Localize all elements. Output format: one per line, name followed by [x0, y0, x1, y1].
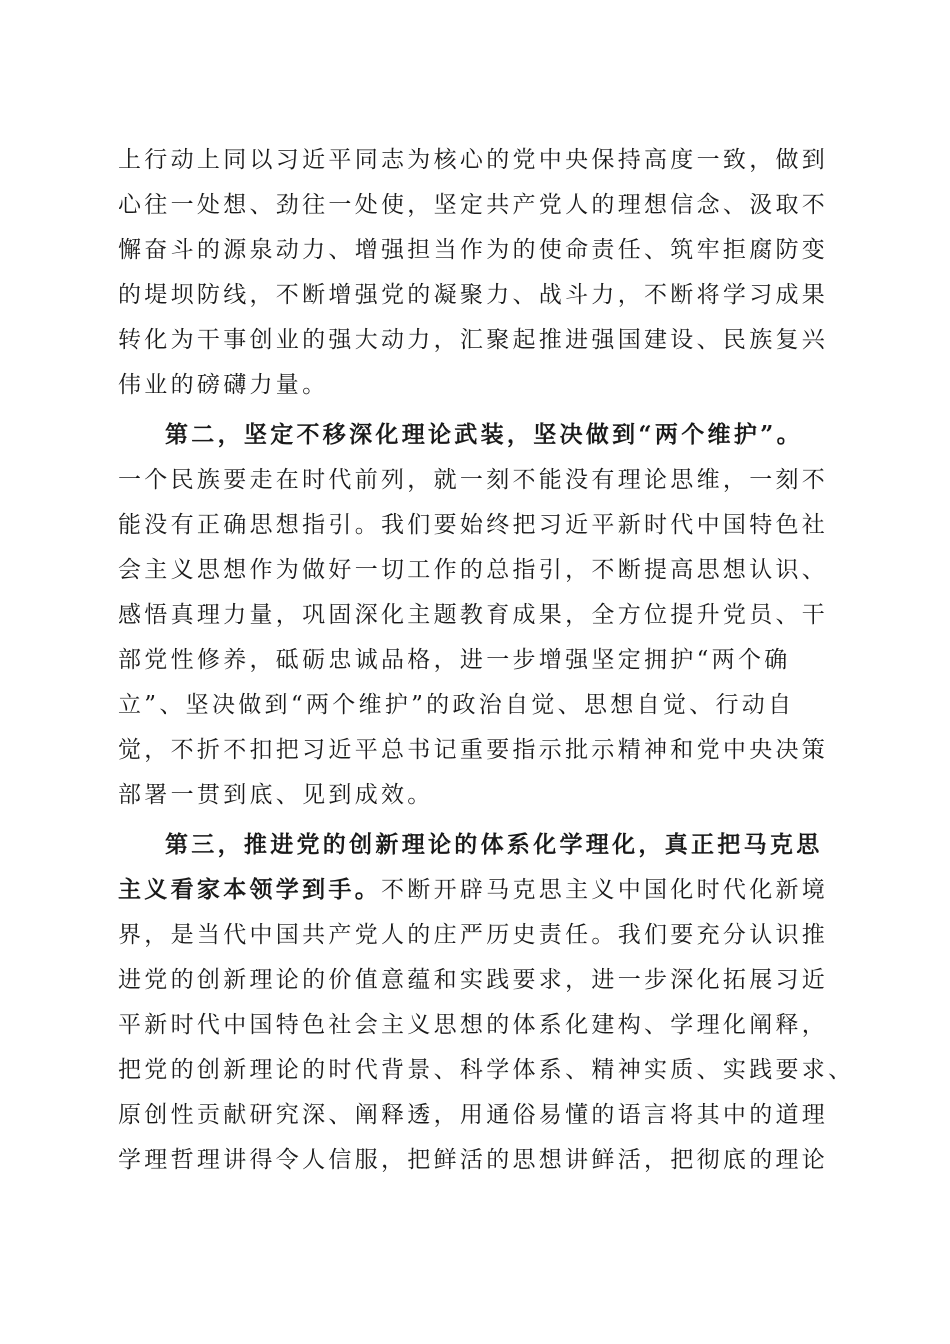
text-line: 上行动上同以习近平同志为核心的党中央保持高度一致，做到: [118, 147, 829, 173]
text-line: 原创性贡献研究深、阐释透，用通俗易懂的语言将其中的道理: [118, 1102, 829, 1128]
section-heading-2: 第二，坚定不移深化理论武装，坚决做到“两个维护”。: [165, 421, 803, 448]
text-line: 主义看家本领学到手。不断开辟马克思主义中国化时代化新境: [118, 876, 829, 903]
text-line: 伟业的磅礴力量。: [118, 372, 329, 398]
text-line: 部党性修养，砥砺忠诚品格，进一步增强坚定拥护“两个确: [118, 647, 791, 673]
text-line: 立”、坚决做到“两个维护”的政治自觉、思想自觉、行动自: [118, 692, 795, 718]
text-line: 的堤坝防线，不断增强党的凝聚力、战斗力，不断将学习成果: [118, 282, 829, 308]
section-heading-3-cont: 主义看家本领学到手。: [118, 876, 381, 903]
text-line: 部署一贯到底、见到成效。: [118, 782, 434, 808]
text-line: 平新时代中国特色社会主义思想的体系化建构、学理化阐释，: [118, 1012, 829, 1038]
text-line: 转化为干事创业的强大动力，汇聚起推进强国建设、民族复兴: [118, 327, 829, 353]
text-line: 界，是当代中国共产党人的庄严历史责任。我们要充分认识推: [118, 922, 829, 948]
text-line: 心往一处想、劲往一处使，坚定共产党人的理想信念、汲取不: [118, 192, 829, 218]
text-line: 一个民族要走在时代前列，就一刻不能没有理论思维，一刻不: [118, 467, 829, 493]
text-line: 学理哲理讲得令人信服，把鲜活的思想讲鲜活，把彻底的理论: [118, 1147, 829, 1173]
text-line: 觉，不折不扣把习近平总书记重要指示批示精神和党中央决策: [118, 737, 829, 763]
text-line: 感悟真理力量，巩固深化主题教育成果，全方位提升党员、干: [118, 602, 829, 628]
text-line: 懈奋斗的源泉动力、增强担当作为的使命责任、筑牢拒腐防变: [118, 237, 829, 263]
text-line: 进党的创新理论的价值意蕴和实践要求，进一步深化拓展习近: [118, 967, 829, 993]
section-heading-3: 第三，推进党的创新理论的体系化学理化，真正把马克思: [165, 831, 823, 858]
text-line: 能没有正确思想指引。我们要始终把习近平新时代中国特色社: [118, 512, 829, 538]
text-line: 会主义思想作为做好一切工作的总指引，不断提高思想认识、: [118, 557, 829, 583]
text-line: 把党的创新理论的时代背景、科学体系、精神实质、实践要求、: [118, 1057, 855, 1083]
